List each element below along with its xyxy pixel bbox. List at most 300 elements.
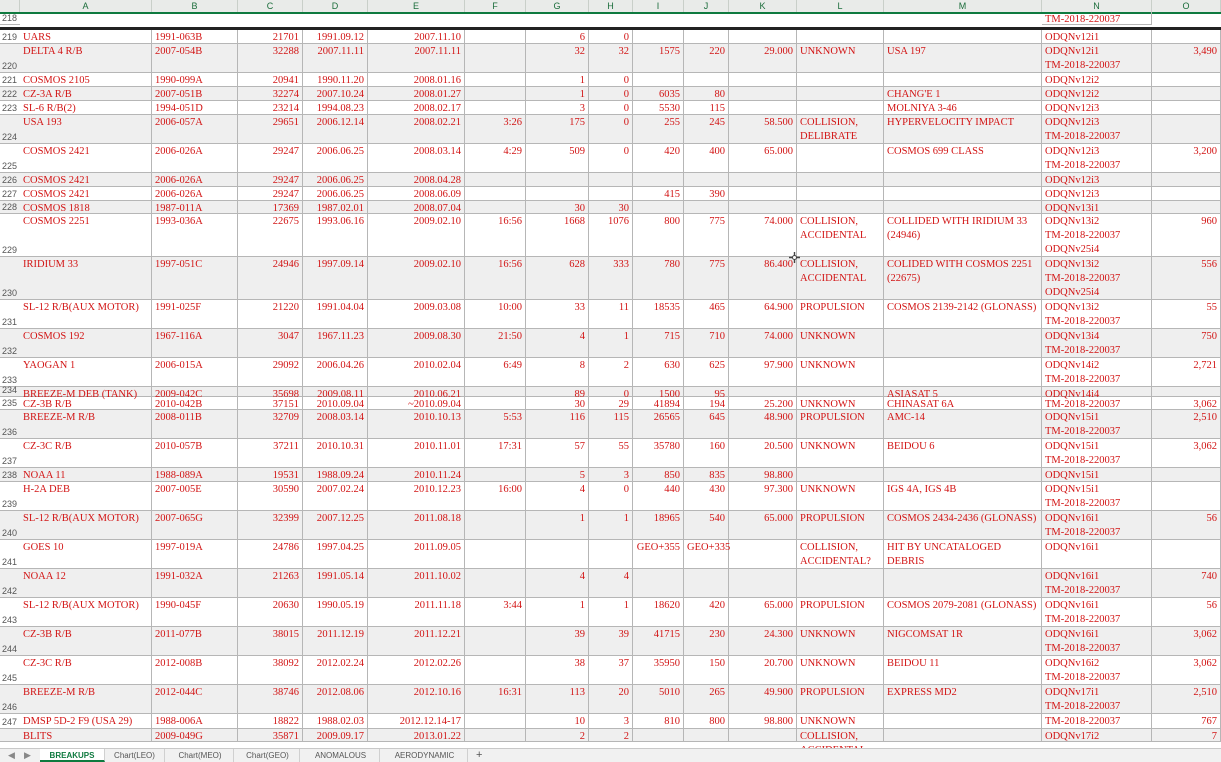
cell-i[interactable]: 420 bbox=[633, 144, 684, 173]
select-all-corner[interactable] bbox=[0, 0, 20, 12]
cell-h[interactable]: 333 bbox=[589, 257, 633, 300]
cell-l[interactable] bbox=[797, 144, 884, 173]
cell-a[interactable]: SL-12 R/B(AUX MOTOR) bbox=[20, 300, 152, 329]
cell-i[interactable]: 41715 bbox=[633, 627, 684, 656]
cell-k[interactable]: 97.900 bbox=[729, 358, 797, 387]
row-number[interactable]: 227 bbox=[0, 187, 20, 201]
cell-c[interactable]: 29247 bbox=[238, 187, 303, 201]
cell-m[interactable] bbox=[884, 173, 1042, 187]
cell-g[interactable]: 57 bbox=[526, 439, 589, 468]
cell-a[interactable]: CZ-3B R/B bbox=[20, 627, 152, 656]
cell-n[interactable]: ODQNv17i2 bbox=[1042, 729, 1152, 742]
cell-d[interactable]: 1991.09.12 bbox=[303, 30, 368, 44]
cell-d[interactable]: 2007.02.24 bbox=[303, 482, 368, 511]
cell-e[interactable]: 2008.02.21 bbox=[368, 115, 465, 144]
cell-f[interactable] bbox=[465, 101, 526, 115]
row-number[interactable]: 237 bbox=[0, 439, 20, 468]
cell-c[interactable]: 29092 bbox=[238, 358, 303, 387]
cell-c[interactable]: 29651 bbox=[238, 115, 303, 144]
cell-j[interactable]: 625 bbox=[684, 358, 729, 387]
cell-g[interactable]: 4 bbox=[526, 569, 589, 598]
cell-h[interactable] bbox=[589, 187, 633, 201]
cell-e[interactable]: 2012.02.26 bbox=[368, 656, 465, 685]
cell-b[interactable]: 2007-051B bbox=[152, 87, 238, 101]
row-number[interactable]: 225 bbox=[0, 144, 20, 173]
cell-j[interactable]: 160 bbox=[684, 439, 729, 468]
cell-m[interactable]: CHANG'E 1 bbox=[884, 87, 1042, 101]
cell-e[interactable]: 2008.04.28 bbox=[368, 173, 465, 187]
cell-e[interactable]: 2008.01.16 bbox=[368, 73, 465, 87]
cell-k[interactable] bbox=[729, 101, 797, 115]
cell-n[interactable]: ODQNv13i2 TM-2018-220037 ODQNv25i4 bbox=[1042, 214, 1152, 257]
cell-m[interactable]: HIT BY UNCATALOGED DEBRIS bbox=[884, 540, 1042, 569]
cell-c[interactable]: 38092 bbox=[238, 656, 303, 685]
cell-e[interactable]: 2009.02.10 bbox=[368, 214, 465, 257]
cell-c[interactable]: 29247 bbox=[238, 173, 303, 187]
cell-b[interactable]: 1967-116A bbox=[152, 329, 238, 358]
cell-b[interactable]: 2012-044C bbox=[152, 685, 238, 714]
cell-k[interactable]: 24.300 bbox=[729, 627, 797, 656]
cell-f[interactable] bbox=[465, 656, 526, 685]
cell-h[interactable]: 55 bbox=[589, 439, 633, 468]
cell-j[interactable]: 220 bbox=[684, 44, 729, 73]
cell-l[interactable]: PROPULSION bbox=[797, 410, 884, 439]
cell-h[interactable]: 0 bbox=[589, 30, 633, 44]
cell-e[interactable]: 2011.09.05 bbox=[368, 540, 465, 569]
cell-e[interactable]: 2010.02.04 bbox=[368, 358, 465, 387]
cell-o[interactable]: 2,721 bbox=[1152, 358, 1221, 387]
cell-i[interactable]: 255 bbox=[633, 115, 684, 144]
cell-h[interactable]: 0 bbox=[589, 87, 633, 101]
cell-m[interactable]: BEIDOU 6 bbox=[884, 439, 1042, 468]
cell-l[interactable]: UNKNOWN bbox=[797, 44, 884, 73]
cell-m[interactable] bbox=[884, 30, 1042, 44]
cell-k[interactable] bbox=[729, 173, 797, 187]
cell-b[interactable]: 2007-054B bbox=[152, 44, 238, 73]
row-number[interactable]: 226 bbox=[0, 173, 20, 187]
cell-j[interactable] bbox=[684, 201, 729, 214]
cell-b[interactable]: 1997-019A bbox=[152, 540, 238, 569]
cell-g[interactable]: 10 bbox=[526, 714, 589, 729]
tab-chart-meo[interactable]: Chart(MEO) bbox=[167, 749, 234, 762]
cell-d[interactable]: 2006.06.25 bbox=[303, 144, 368, 173]
cell-a[interactable]: COSMOS 2251 bbox=[20, 214, 152, 257]
row-number[interactable]: 239 bbox=[0, 482, 20, 511]
cell-o[interactable]: 55 bbox=[1152, 300, 1221, 329]
cell-o[interactable] bbox=[1152, 87, 1221, 101]
cell-l[interactable]: COLLISION, DELIBRATE bbox=[797, 115, 884, 144]
cell-c[interactable]: 35698 bbox=[238, 387, 303, 397]
cell-k[interactable]: 86.400 bbox=[729, 257, 797, 300]
cell-l[interactable]: UNKNOWN bbox=[797, 656, 884, 685]
cell-c[interactable]: 20630 bbox=[238, 598, 303, 627]
cell-g[interactable]: 628 bbox=[526, 257, 589, 300]
cell-i[interactable]: 1500 bbox=[633, 387, 684, 397]
cell-f[interactable] bbox=[465, 397, 526, 410]
cell-g[interactable]: 5 bbox=[526, 468, 589, 482]
cell-d[interactable]: 1967.11.23 bbox=[303, 329, 368, 358]
cell-o[interactable]: 3,490 bbox=[1152, 44, 1221, 73]
cell-n[interactable]: ODQNv13i1 bbox=[1042, 201, 1152, 214]
cell-j[interactable] bbox=[684, 73, 729, 87]
cell-l[interactable]: PROPULSION bbox=[797, 511, 884, 540]
cell-n[interactable]: ODQNv12i3 bbox=[1042, 101, 1152, 115]
cell-f[interactable] bbox=[465, 468, 526, 482]
column-header-g[interactable]: G bbox=[526, 0, 589, 12]
cell-d[interactable]: 2006.04.26 bbox=[303, 358, 368, 387]
cell-d[interactable]: 1991.05.14 bbox=[303, 569, 368, 598]
cell-l[interactable]: UNKNOWN bbox=[797, 627, 884, 656]
cell-j[interactable]: 194 bbox=[684, 397, 729, 410]
prev-sheet-button[interactable]: ◀ bbox=[8, 750, 15, 760]
cell-d[interactable]: 2008.03.14 bbox=[303, 410, 368, 439]
cell-j[interactable]: 115 bbox=[684, 101, 729, 115]
cell-h[interactable]: 4 bbox=[589, 569, 633, 598]
cell-j[interactable]: 420 bbox=[684, 598, 729, 627]
cell-e[interactable]: ~2010.09.04 bbox=[368, 397, 465, 410]
cell-g[interactable]: 509 bbox=[526, 144, 589, 173]
cell-h[interactable]: 0 bbox=[589, 73, 633, 87]
column-header-b[interactable]: B bbox=[152, 0, 238, 12]
cell-n[interactable]: ODQNv16i2 TM-2018-220037 bbox=[1042, 656, 1152, 685]
cell-l[interactable] bbox=[797, 468, 884, 482]
cell-g[interactable]: 116 bbox=[526, 410, 589, 439]
cell-d[interactable]: 2007.11.11 bbox=[303, 44, 368, 73]
cell-b[interactable]: 1991-025F bbox=[152, 300, 238, 329]
cell-i[interactable]: 810 bbox=[633, 714, 684, 729]
cell-n[interactable]: ODQNv16i1 TM-2018-220037 bbox=[1042, 627, 1152, 656]
cell-i[interactable]: 35780 bbox=[633, 439, 684, 468]
cell-l[interactable] bbox=[797, 73, 884, 87]
cell-f[interactable]: 16:00 bbox=[465, 482, 526, 511]
cell-m[interactable]: COLLIDED WITH IRIDIUM 33 (24946) bbox=[884, 214, 1042, 257]
column-header-a[interactable]: A bbox=[20, 0, 152, 12]
row-number[interactable]: 231 bbox=[0, 300, 20, 329]
tab-chart-leo[interactable]: Chart(LEO) bbox=[105, 749, 165, 762]
cell-m[interactable] bbox=[884, 187, 1042, 201]
row-number[interactable]: 242 bbox=[0, 569, 20, 598]
row-number[interactable]: 228 bbox=[0, 201, 20, 214]
cell-o[interactable]: 750 bbox=[1152, 329, 1221, 358]
cell-k[interactable] bbox=[729, 187, 797, 201]
cell-b[interactable]: 2006-057A bbox=[152, 115, 238, 144]
cell-n[interactable]: ODQNv15i1 bbox=[1042, 468, 1152, 482]
row-number[interactable]: 244 bbox=[0, 627, 20, 656]
cell-j[interactable]: 835 bbox=[684, 468, 729, 482]
cell-h[interactable]: 2 bbox=[589, 729, 633, 742]
cell-l[interactable]: UNKNOWN bbox=[797, 439, 884, 468]
cell-d[interactable]: 2009.08.11 bbox=[303, 387, 368, 397]
column-header-d[interactable]: D bbox=[303, 0, 368, 12]
cell-l[interactable]: UNKNOWN bbox=[797, 714, 884, 729]
cell-l[interactable]: PROPULSION bbox=[797, 598, 884, 627]
row-number[interactable]: 222 bbox=[0, 87, 20, 101]
cell-k[interactable]: 29.000 bbox=[729, 44, 797, 73]
cell-a[interactable]: CZ-3C R/B bbox=[20, 656, 152, 685]
cell-o[interactable]: 56 bbox=[1152, 511, 1221, 540]
cell-k[interactable]: 65.000 bbox=[729, 511, 797, 540]
cell-n[interactable]: ODQNv14i4 bbox=[1042, 387, 1152, 397]
cell-d[interactable]: 2006.06.25 bbox=[303, 173, 368, 187]
cell-a[interactable]: SL-12 R/B(AUX MOTOR) bbox=[20, 598, 152, 627]
cell-a[interactable]: H-2A DEB bbox=[20, 482, 152, 511]
cell-b[interactable]: 2008-011B bbox=[152, 410, 238, 439]
cell-d[interactable]: 1991.04.04 bbox=[303, 300, 368, 329]
tab-chart-geo[interactable]: Chart(GEO) bbox=[236, 749, 300, 762]
cell-j[interactable]: 710 bbox=[684, 329, 729, 358]
cell-n[interactable]: TM-2018-220037 bbox=[1042, 12, 1152, 25]
cell-l[interactable] bbox=[797, 87, 884, 101]
cell-f[interactable]: 16:56 bbox=[465, 214, 526, 257]
cell-c[interactable]: 21220 bbox=[238, 300, 303, 329]
cell-f[interactable] bbox=[465, 569, 526, 598]
cell-e[interactable]: 2012.12.14-17 bbox=[368, 714, 465, 729]
cell-l[interactable] bbox=[797, 569, 884, 598]
cell-o[interactable] bbox=[1152, 187, 1221, 201]
cell-m[interactable]: AMC-14 bbox=[884, 410, 1042, 439]
cell-n[interactable]: TM-2018-220037 bbox=[1042, 714, 1152, 729]
cell-n[interactable]: ODQNv12i3 TM-2018-220037 bbox=[1042, 115, 1152, 144]
cell-n[interactable]: ODQNv12i3 bbox=[1042, 187, 1152, 201]
cell-n[interactable]: ODQNv13i2 TM-2018-220037 ODQNv25i4 bbox=[1042, 257, 1152, 300]
cell-m[interactable]: EXPRESS MD2 bbox=[884, 685, 1042, 714]
row-number[interactable] bbox=[0, 729, 20, 742]
cell-e[interactable]: 2008.06.09 bbox=[368, 187, 465, 201]
cell-a[interactable]: DMSP 5D-2 F9 (USA 29) bbox=[20, 714, 152, 729]
cell-o[interactable] bbox=[1152, 468, 1221, 482]
cell-k[interactable] bbox=[729, 30, 797, 44]
cell-h[interactable]: 37 bbox=[589, 656, 633, 685]
column-header-l[interactable]: L bbox=[797, 0, 884, 12]
cell-f[interactable]: 17:31 bbox=[465, 439, 526, 468]
cell-m[interactable]: IGS 4A, IGS 4B bbox=[884, 482, 1042, 511]
cell-j[interactable]: 245 bbox=[684, 115, 729, 144]
cell-e[interactable]: 2009.08.30 bbox=[368, 329, 465, 358]
cell-f[interactable] bbox=[465, 627, 526, 656]
cell-e[interactable]: 2008.07.04 bbox=[368, 201, 465, 214]
cell-i[interactable] bbox=[633, 569, 684, 598]
cell-k[interactable]: 20.700 bbox=[729, 656, 797, 685]
cell-i[interactable]: 5530 bbox=[633, 101, 684, 115]
cell-e[interactable]: 2007.11.11 bbox=[368, 44, 465, 73]
cell-e[interactable]: 2010.10.13 bbox=[368, 410, 465, 439]
cell-j[interactable] bbox=[684, 30, 729, 44]
cell-l[interactable]: UNKNOWN bbox=[797, 397, 884, 410]
cell-k[interactable]: 49.900 bbox=[729, 685, 797, 714]
cell-f[interactable]: 6:49 bbox=[465, 358, 526, 387]
row-number[interactable]: 220 bbox=[0, 44, 20, 73]
cell-m[interactable]: BEIDOU 11 bbox=[884, 656, 1042, 685]
row-number[interactable]: 218 bbox=[0, 12, 20, 25]
cell-a[interactable]: CZ-3A R/B bbox=[20, 87, 152, 101]
column-header-o[interactable]: O bbox=[1152, 0, 1221, 12]
cell-o[interactable]: 740 bbox=[1152, 569, 1221, 598]
cell-i[interactable] bbox=[633, 30, 684, 44]
cell-b[interactable]: 2006-026A bbox=[152, 187, 238, 201]
cell-c[interactable]: 29247 bbox=[238, 144, 303, 173]
cell-e[interactable]: 2008.03.14 bbox=[368, 144, 465, 173]
row-number[interactable]: 230 bbox=[0, 257, 20, 300]
cell-c[interactable]: 38746 bbox=[238, 685, 303, 714]
cell-o[interactable]: 2,510 bbox=[1152, 410, 1221, 439]
cell-i[interactable]: 18620 bbox=[633, 598, 684, 627]
cell-g[interactable]: 33 bbox=[526, 300, 589, 329]
cell-n[interactable]: ODQNv16i1 bbox=[1042, 540, 1152, 569]
cell-i[interactable]: 18965 bbox=[633, 511, 684, 540]
cell-c[interactable]: 30590 bbox=[238, 482, 303, 511]
cell-f[interactable] bbox=[465, 187, 526, 201]
cell-m[interactable] bbox=[884, 358, 1042, 387]
cell-o[interactable] bbox=[1152, 115, 1221, 144]
cell-h[interactable]: 30 bbox=[589, 201, 633, 214]
cell-h[interactable]: 20 bbox=[589, 685, 633, 714]
cell-e[interactable]: 2011.08.18 bbox=[368, 511, 465, 540]
cell-n[interactable]: ODQNv13i4 TM-2018-220037 bbox=[1042, 329, 1152, 358]
cell-j[interactable] bbox=[684, 569, 729, 598]
cell-d[interactable]: 2012.02.24 bbox=[303, 656, 368, 685]
cell-o[interactable]: 3,200 bbox=[1152, 144, 1221, 173]
row-number[interactable]: 233 bbox=[0, 358, 20, 387]
cell-j[interactable]: 80 bbox=[684, 87, 729, 101]
cell-d[interactable]: 1990.11.20 bbox=[303, 73, 368, 87]
cell-c[interactable]: 32288 bbox=[238, 44, 303, 73]
cell-m[interactable] bbox=[884, 714, 1042, 729]
cell-h[interactable]: 2 bbox=[589, 358, 633, 387]
cell-k[interactable]: 97.300 bbox=[729, 482, 797, 511]
cell-l[interactable] bbox=[797, 187, 884, 201]
cell-b[interactable]: 2006-026A bbox=[152, 173, 238, 187]
cell-i[interactable]: 415 bbox=[633, 187, 684, 201]
cell-o[interactable]: 56 bbox=[1152, 598, 1221, 627]
cell-o[interactable] bbox=[1152, 201, 1221, 214]
cell-n[interactable]: ODQNv17i1 TM-2018-220037 bbox=[1042, 685, 1152, 714]
cell-h[interactable]: 0 bbox=[589, 387, 633, 397]
cell-b[interactable]: 2006-015A bbox=[152, 358, 238, 387]
cell-i[interactable]: 26565 bbox=[633, 410, 684, 439]
cell-i[interactable] bbox=[633, 201, 684, 214]
cell-k[interactable]: 74.000 bbox=[729, 329, 797, 358]
cell-l[interactable]: UNKNOWN bbox=[797, 358, 884, 387]
cell-n[interactable]: ODQNv16i1 TM-2018-220037 bbox=[1042, 511, 1152, 540]
cell-d[interactable]: 2007.10.24 bbox=[303, 87, 368, 101]
cell-e[interactable]: 2010.06.21 bbox=[368, 387, 465, 397]
cell-g[interactable] bbox=[526, 173, 589, 187]
cell-n[interactable]: ODQNv15i1 TM-2018-220037 bbox=[1042, 439, 1152, 468]
cell-j[interactable]: 95 bbox=[684, 387, 729, 397]
cell-o[interactable] bbox=[1152, 173, 1221, 187]
tab-breakups[interactable]: BREAKUPS bbox=[40, 749, 105, 762]
cell-g[interactable]: 38 bbox=[526, 656, 589, 685]
cell-a[interactable]: BREEZE-M R/B bbox=[20, 410, 152, 439]
cell-a[interactable]: COSMOS 2421 bbox=[20, 144, 152, 173]
next-sheet-button[interactable]: ▶ bbox=[24, 750, 31, 760]
cell-f[interactable] bbox=[465, 729, 526, 742]
cell-e[interactable]: 2010.11.01 bbox=[368, 439, 465, 468]
cell-i[interactable] bbox=[633, 73, 684, 87]
cell-d[interactable]: 2010.10.31 bbox=[303, 439, 368, 468]
cell-f[interactable] bbox=[465, 44, 526, 73]
cell-g[interactable]: 1668 bbox=[526, 214, 589, 257]
row-number[interactable]: 234 bbox=[0, 387, 20, 397]
cell-h[interactable]: 29 bbox=[589, 397, 633, 410]
cell-b[interactable]: 1993-036A bbox=[152, 214, 238, 257]
cell-j[interactable]: 775 bbox=[684, 214, 729, 257]
row-number[interactable]: 224 bbox=[0, 115, 20, 144]
row-number[interactable]: 238 bbox=[0, 468, 20, 482]
cell-k[interactable]: 48.900 bbox=[729, 410, 797, 439]
cell-b[interactable]: 1988-006A bbox=[152, 714, 238, 729]
cell-k[interactable]: 64.900 bbox=[729, 300, 797, 329]
cell-k[interactable]: 98.800 bbox=[729, 714, 797, 729]
cell-c[interactable]: 32709 bbox=[238, 410, 303, 439]
cell-o[interactable] bbox=[1152, 387, 1221, 397]
cell-d[interactable]: 2009.09.17 bbox=[303, 729, 368, 742]
row-number[interactable]: 247 bbox=[0, 714, 20, 729]
cell-n[interactable]: ODQNv14i2 TM-2018-220037 bbox=[1042, 358, 1152, 387]
cell-b[interactable]: 1990-045F bbox=[152, 598, 238, 627]
cell-b[interactable]: 1991-063B bbox=[152, 30, 238, 44]
cell-b[interactable]: 1990-099A bbox=[152, 73, 238, 87]
cell-l[interactable]: COLLISION, bbox=[797, 729, 884, 742]
cell-a[interactable]: SL-12 R/B(AUX MOTOR) bbox=[20, 511, 152, 540]
cell-h[interactable]: 1 bbox=[589, 511, 633, 540]
cell-b[interactable]: 1997-051C bbox=[152, 257, 238, 300]
cell-f[interactable] bbox=[465, 87, 526, 101]
cell-b[interactable]: 2012-008B bbox=[152, 656, 238, 685]
cell-b[interactable]: 2010-057B bbox=[152, 439, 238, 468]
cell-m[interactable] bbox=[884, 729, 1042, 742]
cell-n[interactable]: ODQNv12i1 bbox=[1042, 30, 1152, 44]
cell-h[interactable]: 0 bbox=[589, 101, 633, 115]
cell-g[interactable]: 2 bbox=[526, 729, 589, 742]
cell-a[interactable]: COSMOS 1818 bbox=[20, 201, 152, 214]
cell-f[interactable] bbox=[465, 73, 526, 87]
cell-g[interactable] bbox=[526, 187, 589, 201]
cell-h[interactable]: 1 bbox=[589, 598, 633, 627]
cell-e[interactable]: 2010.11.24 bbox=[368, 468, 465, 482]
cell-b[interactable]: 2007-005E bbox=[152, 482, 238, 511]
cell-n[interactable]: ODQNv12i1 TM-2018-220037 bbox=[1042, 44, 1152, 73]
cell-a[interactable]: DELTA 4 R/B bbox=[20, 44, 152, 73]
cell-h[interactable]: 11 bbox=[589, 300, 633, 329]
cell-f[interactable]: 16:56 bbox=[465, 257, 526, 300]
cell-a[interactable]: SL-6 R/B(2) bbox=[20, 101, 152, 115]
cell-o[interactable]: 556 bbox=[1152, 257, 1221, 300]
cell-o[interactable] bbox=[1152, 73, 1221, 87]
cell-k[interactable]: 65.000 bbox=[729, 144, 797, 173]
cell-j[interactable]: 150 bbox=[684, 656, 729, 685]
cell-m[interactable] bbox=[884, 201, 1042, 214]
cell-i[interactable]: 800 bbox=[633, 214, 684, 257]
cell-h[interactable]: 3 bbox=[589, 468, 633, 482]
column-header-h[interactable]: H bbox=[589, 0, 633, 12]
cell-g[interactable]: 1 bbox=[526, 73, 589, 87]
cell-j[interactable]: 465 bbox=[684, 300, 729, 329]
cell-m[interactable]: MOLNIYA 3-46 bbox=[884, 101, 1042, 115]
cell-a[interactable]: COSMOS 2421 bbox=[20, 173, 152, 187]
cell-g[interactable]: 1 bbox=[526, 598, 589, 627]
cell-j[interactable]: 265 bbox=[684, 685, 729, 714]
cell-i[interactable]: 35950 bbox=[633, 656, 684, 685]
cell-g[interactable]: 1 bbox=[526, 511, 589, 540]
cell-f[interactable] bbox=[465, 30, 526, 44]
cell-b[interactable]: 2009-042C bbox=[152, 387, 238, 397]
cell-c[interactable]: 18822 bbox=[238, 714, 303, 729]
cell-k[interactable] bbox=[729, 73, 797, 87]
cell-j[interactable]: 540 bbox=[684, 511, 729, 540]
cell-k[interactable]: 25.200 bbox=[729, 397, 797, 410]
cell-f[interactable] bbox=[465, 540, 526, 569]
